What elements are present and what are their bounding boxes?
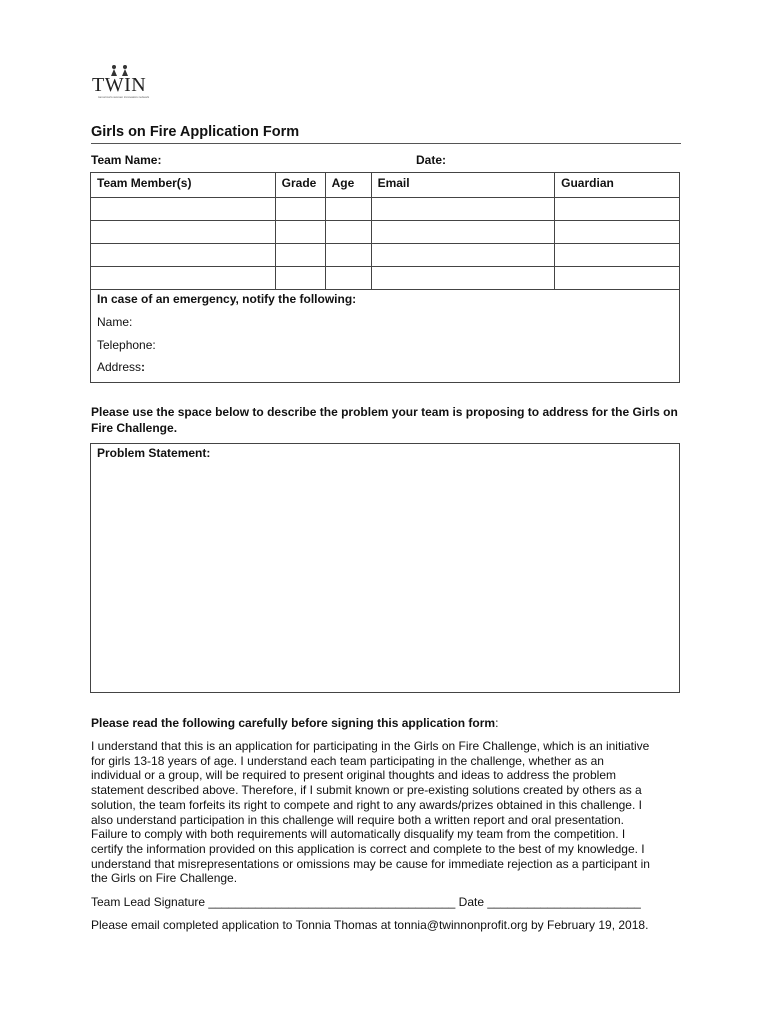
- address-label: Address: [97, 360, 142, 374]
- emergency-telephone-field[interactable]: Telephone:: [97, 338, 156, 352]
- agreement-line: understand that misrepresentations or omissions may be cause for immediate rejection as a participant in: [91, 856, 650, 871]
- member-name-cell[interactable]: [91, 244, 276, 267]
- age-cell[interactable]: [325, 221, 371, 244]
- member-name-cell[interactable]: [91, 221, 276, 244]
- agreement-paragraph: [91, 739, 681, 886]
- header-team-members: Team Member(s): [91, 173, 276, 198]
- age-cell[interactable]: [325, 198, 371, 221]
- age-cell[interactable]: [325, 244, 371, 267]
- email-cell[interactable]: [371, 198, 555, 221]
- table-row: [91, 267, 680, 290]
- emergency-address-field[interactable]: [97, 360, 145, 374]
- agreement-line: certify the information provided on this application is correct and complete to the best of my knowledge. I: [91, 841, 645, 856]
- twin-logo: [92, 64, 154, 102]
- grade-cell[interactable]: [275, 244, 325, 267]
- email-cell[interactable]: [371, 244, 555, 267]
- guardian-cell[interactable]: [555, 244, 680, 267]
- agreement-heading: [91, 716, 498, 730]
- guardian-cell[interactable]: [555, 198, 680, 221]
- agreement-heading-colon: :: [495, 716, 499, 730]
- header-age: Age: [325, 173, 371, 198]
- grade-cell[interactable]: [275, 267, 325, 290]
- table-header-row: [91, 173, 680, 198]
- emergency-name-field[interactable]: Name:: [97, 315, 133, 329]
- agreement-line: for girls 13-18 years of age. I understand each team participating in the challenge, whether as an: [91, 753, 604, 768]
- email-cell[interactable]: [371, 267, 555, 290]
- member-name-cell[interactable]: [91, 267, 276, 290]
- header-email: Email: [371, 173, 555, 198]
- agreement-line: solution, the team forfeits its right to compete and right to any awards/prizes obtained in this challenge. I: [91, 797, 642, 812]
- table-row: [91, 244, 680, 267]
- header-guardian: Guardian: [555, 173, 680, 198]
- problem-instruction: Please use the space below to describe the problem your team is proposing to address for the Girls on Fire Challenge.: [91, 405, 678, 435]
- date-label: Date:: [416, 153, 447, 167]
- agreement-line: also understand participation in this challenge will require both a written report and oral presentation.: [91, 812, 624, 827]
- email-instructions: Please email completed application to Tonnia Thomas at tonnia@twinnonprofit.org by February 19, 2018.: [91, 918, 649, 932]
- grade-cell[interactable]: [275, 198, 325, 221]
- emergency-contact-box: [90, 290, 680, 383]
- agreement-heading-text: Please read the following carefully before signing this application form: [91, 716, 496, 730]
- logo-text: TWIN: [92, 74, 147, 96]
- form-title: Girls on Fire Application Form: [91, 124, 300, 140]
- email-cell[interactable]: [371, 221, 555, 244]
- guardian-cell[interactable]: [555, 221, 680, 244]
- table-row: [91, 221, 680, 244]
- problem-statement-box[interactable]: [90, 443, 680, 693]
- age-cell[interactable]: [325, 267, 371, 290]
- emergency-heading: In case of an emergency, notify the following:: [97, 292, 357, 306]
- signature-line[interactable]: Team Lead Signature _____________________________________ Date _______________________: [91, 895, 641, 909]
- header-grade: Grade: [275, 173, 325, 198]
- title-divider: [91, 143, 681, 144]
- agreement-line: I understand that this is an application for participating in the Girls on Fire Challenge, which is an initiative: [91, 739, 650, 753]
- agreement-line: individual or a group, will be required to present original thoughts and ideas to address the problem: [91, 768, 616, 783]
- agreement-line: Failure to comply with both requirements will automatically disqualify my team from the competition. I: [91, 827, 626, 842]
- grade-cell[interactable]: [275, 221, 325, 244]
- member-name-cell[interactable]: [91, 198, 276, 221]
- problem-statement-label: Problem Statement:: [97, 446, 211, 460]
- table-row: [91, 198, 680, 221]
- team-members-table: [90, 172, 680, 290]
- agreement-line: the Girls on Fire Challenge.: [91, 871, 238, 886]
- guardian-cell[interactable]: [555, 267, 680, 290]
- address-colon: :: [141, 360, 146, 374]
- logo-tagline: tomorrow's women innovators network: [98, 95, 150, 99]
- agreement-line: statement described above. Therefore, if I submit known or pre-existing solutions created by others as a: [91, 783, 642, 798]
- team-name-label: Team Name:: [91, 153, 162, 167]
